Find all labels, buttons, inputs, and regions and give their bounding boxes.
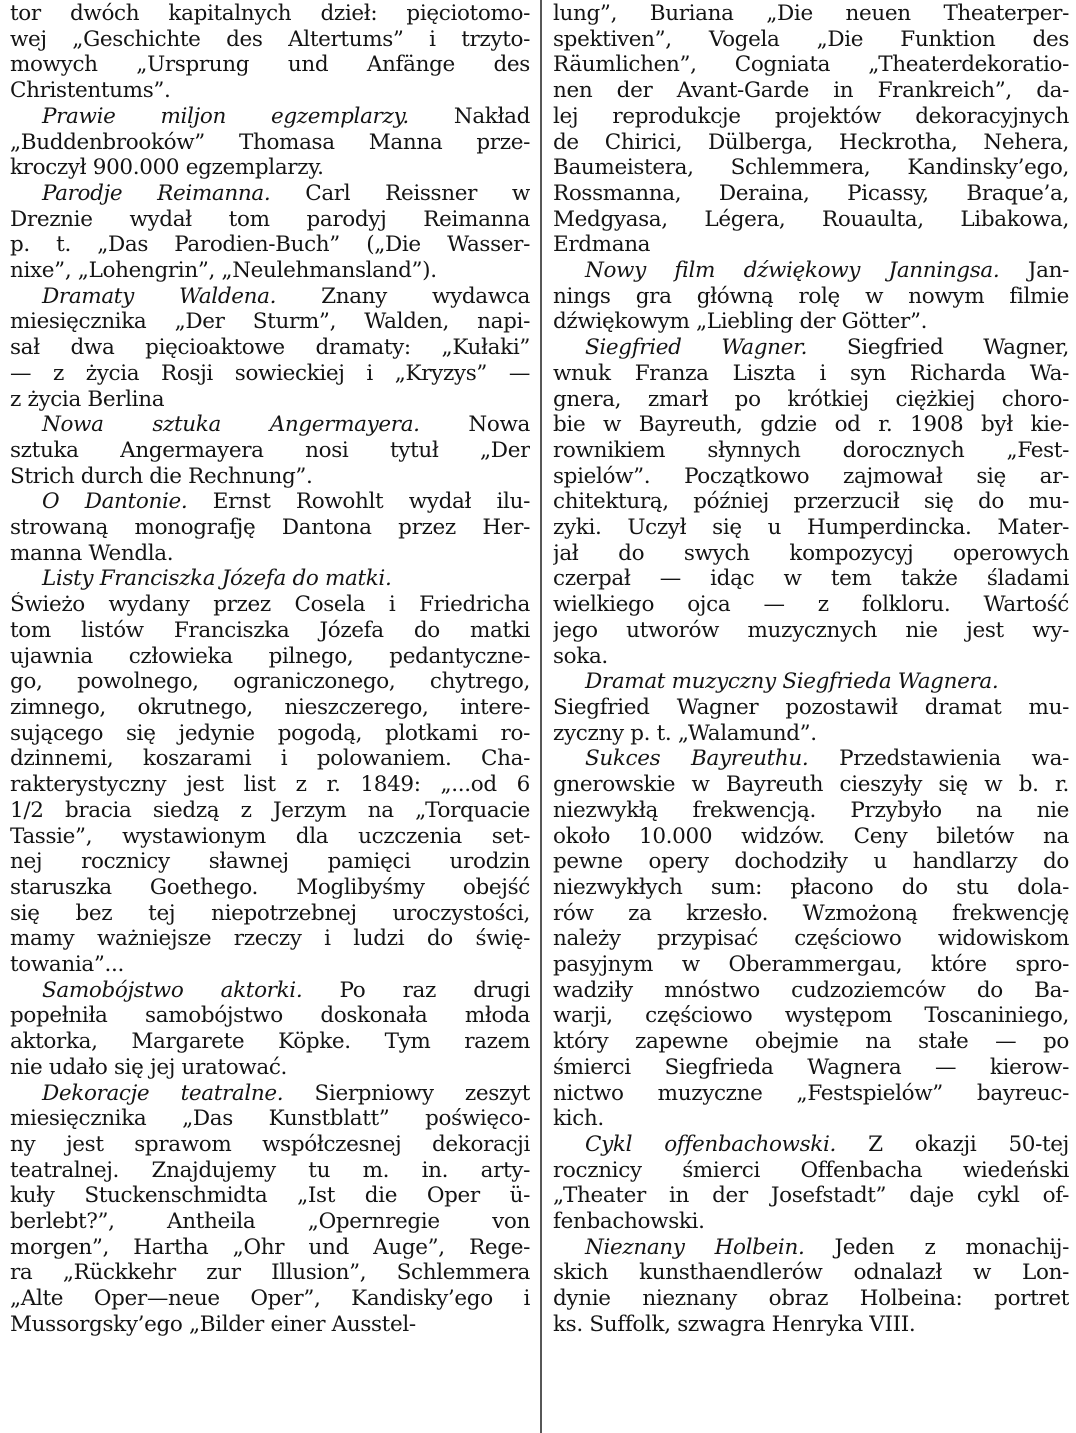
- line-text: Przedstawienia wa-: [808, 746, 1069, 772]
- text-line: [10, 27, 530, 53]
- line-text: Jeden z monachij-: [804, 1234, 1069, 1260]
- text-line: [553, 130, 1069, 156]
- text-line: [553, 772, 1069, 798]
- line-text: ny jest sprawom współczesnej dekoracji: [10, 1131, 530, 1157]
- article-heading: Listy Franciszka Józefa do matki.: [42, 566, 392, 592]
- line-text: sującego się jedynie pogodą, plotkami ro-: [10, 720, 530, 746]
- line-text: nej rocznicy sławnej pamięci urodzin: [10, 849, 530, 875]
- text-line: [10, 181, 530, 207]
- text-line: [553, 1003, 1069, 1029]
- line-text: Nowa: [419, 412, 530, 438]
- text-line: [553, 926, 1069, 952]
- text-line: [10, 952, 530, 978]
- text-line: [553, 181, 1069, 207]
- text-line: [10, 1106, 530, 1132]
- text-line: [10, 1003, 530, 1029]
- text-line: [553, 952, 1069, 978]
- line-text: nictwo muzyczne „Festspielów” bayreuc-: [553, 1080, 1069, 1106]
- line-text: lung”, Buriana „Die neuen Theaterper-: [553, 1, 1069, 26]
- line-text: „Alte Oper—neue Oper”, Kandisky’ego i: [10, 1286, 530, 1312]
- line-text: sztuka Angermayera nosi tytuł „Der: [10, 437, 530, 463]
- text-line: [10, 258, 530, 284]
- text-line: [10, 618, 530, 644]
- text-line: [10, 721, 530, 747]
- text-line: [10, 1158, 530, 1184]
- text-line: [10, 1235, 530, 1261]
- article-heading: Nowy film dźwiękowy Janningsa.: [585, 258, 1000, 284]
- line-text: ujawnia człowieka pilnego, pedantyczne-: [10, 643, 530, 669]
- text-line: [553, 1, 1069, 27]
- article-heading: Dramat muzyczny Siegfrieda Wagnera.: [585, 669, 999, 695]
- line-text: spielów”. Początkowo zajmował się ar-: [553, 463, 1069, 489]
- text-line: [553, 1132, 1069, 1158]
- line-text: kich.: [553, 1106, 604, 1132]
- text-line: [553, 1312, 1069, 1338]
- line-text: wielkiego ojca — z folkloru. Wartość: [553, 592, 1069, 618]
- text-line: [553, 721, 1069, 747]
- right-column: [553, 0, 1069, 1338]
- line-text: bie w Bayreuth, gdzie od r. 1908 był kie-: [553, 412, 1069, 438]
- text-line: [553, 232, 1069, 258]
- line-text: z życia Berlina: [10, 386, 165, 412]
- text-line: [10, 1209, 530, 1235]
- line-text: nings gra główną rolę w nowym filmie: [553, 283, 1069, 309]
- text-line: [553, 746, 1069, 772]
- text-line: [10, 849, 530, 875]
- text-line: [553, 695, 1069, 721]
- text-line: [553, 592, 1069, 618]
- left-column: [10, 0, 530, 1338]
- text-line: [553, 1209, 1069, 1235]
- text-line: [553, 541, 1069, 567]
- line-text: niezwykłą frekwencją. Przybyło na nie: [553, 797, 1069, 823]
- line-text: popełniła samobójstwo doskonała młoda: [10, 1003, 530, 1029]
- line-text: Nakład: [408, 103, 530, 129]
- line-text: zyczny p. t. „Walamund”.: [553, 720, 817, 746]
- text-line: [553, 849, 1069, 875]
- text-line: [10, 875, 530, 901]
- line-text: miesięcznika „Der Sturm”, Walden, napi-: [10, 309, 530, 335]
- line-text: Siegfried Wagner pozostawił dramat mu-: [553, 694, 1069, 720]
- line-text: który zapewne obejmie na stałe — po: [553, 1029, 1069, 1055]
- line-text: Świeżo wydany przez Cosela i Friedricha: [10, 592, 530, 618]
- line-text: Carl Reissner w: [270, 180, 530, 206]
- line-text: tor dwóch kapitalnych dzieł: pięciotomo-: [10, 1, 530, 26]
- article-heading: Nieznany Holbein.: [585, 1234, 805, 1260]
- text-line: [10, 464, 530, 490]
- line-text: Räumlichen”, Cogniata „Theaterdekoratio-: [553, 52, 1069, 78]
- line-text: tom listów Franciszka Józefa do matki: [10, 617, 530, 643]
- text-line: [553, 875, 1069, 901]
- line-text: rocznicy śmierci Offenbacha wiedeński: [553, 1157, 1069, 1183]
- line-text: ks. Suffolk, szwagra Henryka VIII.: [553, 1311, 916, 1337]
- text-line: [10, 1260, 530, 1286]
- text-line: [10, 695, 530, 721]
- text-line: [10, 1029, 530, 1055]
- line-text: teatralnej. Znajdujemy tu m. in. arty-: [10, 1157, 530, 1183]
- article-heading: Dekoracje teatralne.: [42, 1080, 284, 1106]
- line-text: staruszka Goethego. Moglibyśmy obejść: [10, 874, 530, 900]
- article-heading: Cykl offenbachowski.: [585, 1131, 836, 1157]
- line-text: Baumeistera, Schlemmera, Kandinsky’ego,: [553, 155, 1069, 181]
- line-text: chitekturą, później przerzucił się do mu-: [553, 489, 1069, 515]
- line-text: gnera, zmarł po krótkiej ciężkiej choro-: [553, 386, 1069, 412]
- line-text: nixe”, „Lohengrin”, „Neulehmansland”).: [10, 258, 437, 284]
- article-heading: Parodje Reimanna.: [42, 180, 271, 206]
- text-line: [553, 412, 1069, 438]
- line-text: — z życia Rosji sowieckiej i „Kryzys” —: [10, 360, 530, 386]
- line-text: p. t. „Das Parodien-Buch” („Die Wasser-: [10, 232, 530, 258]
- text-line: [553, 78, 1069, 104]
- text-line: [10, 669, 530, 695]
- line-text: 1/2 bracia siedzą z Jerzym na „Torquacie: [10, 797, 530, 823]
- line-text: niezwykłych sum: płacono do stu dola-: [553, 874, 1069, 900]
- text-line: [10, 207, 530, 233]
- line-text: Christentums”.: [10, 78, 171, 104]
- line-text: Dreznie wydał tom parodyj Reimanna: [10, 206, 530, 232]
- text-line: [10, 1081, 530, 1107]
- line-text: Ernst Rowohlt wydał ilu-: [187, 489, 530, 515]
- line-text: miesięcznika „Das Kunstblatt” poświęco-: [10, 1106, 530, 1132]
- line-text: kuły Stuckenschmidta „Ist die Oper ü-: [10, 1183, 530, 1209]
- text-line: [553, 798, 1069, 824]
- text-line: [553, 309, 1069, 335]
- line-text: Z okazji 50-tej: [835, 1131, 1069, 1157]
- text-line: [10, 232, 530, 258]
- text-line: [10, 284, 530, 310]
- text-line: [553, 258, 1069, 284]
- column-divider: [540, 0, 542, 1433]
- text-line: [10, 978, 530, 1004]
- text-line: [553, 464, 1069, 490]
- article-heading: Prawie miljon egzemplarzy.: [42, 103, 409, 129]
- line-text: jego utworów muzycznych nie jest wy-: [553, 617, 1069, 643]
- line-text: Tassie”, wystawionym dla uczczenia set-: [10, 823, 530, 849]
- line-text: ra „Rückkehr zur Illusion”, Schlemmera: [10, 1260, 530, 1286]
- line-text: czerpał — idąc w tem także śladami: [553, 566, 1069, 592]
- line-text: Erdmana: [553, 232, 651, 258]
- line-text: dźwiękowym „Liebling der Götter”.: [553, 309, 928, 335]
- line-text: fenbachowski.: [553, 1209, 705, 1235]
- line-text: „Theater in der Josefstadt” daje cykl of-: [553, 1183, 1069, 1209]
- article-heading: O Dantonie.: [42, 489, 188, 515]
- text-line: [553, 901, 1069, 927]
- text-line: [10, 104, 530, 130]
- line-text: pasyjnym w Oberammergau, które spro-: [553, 952, 1069, 978]
- article-heading: Dramaty Waldena.: [42, 283, 277, 309]
- line-text: jał do swych kompozycyj operowych: [553, 540, 1069, 566]
- text-line: [10, 746, 530, 772]
- text-line: [553, 515, 1069, 541]
- text-line: [10, 515, 530, 541]
- text-line: [10, 926, 530, 952]
- text-line: [553, 1106, 1069, 1132]
- line-text: spektiven”, Vogela „Die Funktion des: [553, 26, 1069, 52]
- text-line: [553, 104, 1069, 130]
- text-line: [10, 1, 530, 27]
- text-line: [553, 669, 1069, 695]
- text-line: [10, 335, 530, 361]
- text-line: [553, 1183, 1069, 1209]
- line-text: „Buddenbrooków” Thomasa Manna prze-: [10, 129, 530, 155]
- text-line: [553, 824, 1069, 850]
- text-line: [553, 207, 1069, 233]
- line-text: Jan-: [999, 258, 1069, 284]
- text-line: [553, 1081, 1069, 1107]
- line-text: około 10.000 widzów. Ceny biletów na: [553, 823, 1069, 849]
- line-text: się bez tej niepotrzebnej uroczystości,: [10, 900, 530, 926]
- article-heading: Nowa sztuka Angermayera.: [42, 412, 420, 438]
- line-text: należy przypisać częściowo widowiskom: [553, 926, 1069, 952]
- text-line: [10, 1312, 530, 1338]
- text-line: [553, 644, 1069, 670]
- line-text: pewne opery dochodziły u handlarzy do: [553, 849, 1069, 875]
- line-text: rów za krzesło. Wzmożoną frekwencję: [553, 900, 1069, 926]
- line-text: manna Wendla.: [10, 540, 174, 566]
- text-line: [10, 412, 530, 438]
- text-line: [10, 489, 530, 515]
- text-line: [553, 27, 1069, 53]
- line-text: mowych „Ursprung und Anfänge des: [10, 52, 530, 78]
- text-line: [10, 1183, 530, 1209]
- article-heading: Siegfried Wagner.: [585, 335, 808, 361]
- line-text: warji, częściowo występom Toscaniniego,: [553, 1003, 1069, 1029]
- line-text: śmierci Siegfrieda Wagnera — kierow-: [553, 1054, 1069, 1080]
- text-line: [553, 438, 1069, 464]
- text-line: [553, 284, 1069, 310]
- text-line: [10, 438, 530, 464]
- line-text: zyki. Uczył się u Humperdincka. Mater-: [553, 515, 1069, 541]
- text-line: [10, 798, 530, 824]
- line-text: Znany wydawca: [276, 283, 530, 309]
- text-line: [553, 1235, 1069, 1261]
- line-text: de Chirici, Dülberga, Heckrotha, Nehera,: [553, 129, 1069, 155]
- text-line: [10, 541, 530, 567]
- line-text: Po raz drugi: [302, 977, 530, 1003]
- line-text: wadziły mnóstwo cudzoziemców do Ba-: [553, 977, 1069, 1003]
- text-line: [553, 361, 1069, 387]
- line-text: Mussorgsky’ego „Bilder einer Ausstel-: [10, 1311, 416, 1337]
- text-line: [10, 387, 530, 413]
- line-text: Medgyasa, Légera, Rouaulta, Libakowa,: [553, 206, 1069, 232]
- text-line: [10, 1132, 530, 1158]
- text-line: [553, 1260, 1069, 1286]
- line-text: Siegfried Wagner,: [807, 335, 1069, 361]
- text-line: [553, 335, 1069, 361]
- text-line: [553, 489, 1069, 515]
- line-text: nen der Avant-Garde in Frankreich”, da-: [553, 78, 1069, 104]
- text-line: [10, 130, 530, 156]
- text-line: [10, 1286, 530, 1312]
- article-heading: Sukces Bayreuthu.: [585, 746, 809, 772]
- text-line: [10, 901, 530, 927]
- text-line: [553, 1286, 1069, 1312]
- article-heading: Samobójstwo aktorki.: [42, 977, 303, 1003]
- text-line: [10, 566, 530, 592]
- text-line: [10, 824, 530, 850]
- line-text: kroczył 900.000 egzemplarzy.: [10, 155, 324, 181]
- text-line: [10, 309, 530, 335]
- line-text: rownikiem słynnych dorocznych „Fest-: [553, 437, 1069, 463]
- line-text: mamy ważniejsze rzeczy i ludzi do świę-: [10, 926, 530, 952]
- text-line: [553, 155, 1069, 181]
- line-text: lej reprodukcje projektów dekoracyjnych: [553, 103, 1069, 129]
- line-text: dzinnemi, koszarami i polowaniem. Cha-: [10, 746, 530, 772]
- text-line: [10, 52, 530, 78]
- line-text: morgen”, Hartha „Ohr und Auge”, Rege-: [10, 1234, 530, 1260]
- line-text: zimnego, okrutnego, nieszczerego, intere-: [10, 694, 530, 720]
- text-line: [553, 566, 1069, 592]
- text-line: [10, 592, 530, 618]
- line-text: gnerowskie w Bayreuth cieszyły się w b. r.: [553, 772, 1069, 798]
- line-text: berlebt?”, Antheila „Opernregie von: [10, 1209, 530, 1235]
- text-line: [553, 1029, 1069, 1055]
- text-line: [10, 1055, 530, 1081]
- text-line: [553, 387, 1069, 413]
- line-text: strowaną monografję Dantona przez Her-: [10, 515, 530, 541]
- line-text: wnuk Franza Liszta i syn Richarda Wa-: [553, 360, 1069, 386]
- line-text: nie udało się jej uratować.: [10, 1054, 287, 1080]
- line-text: dynie nieznany obraz Holbeina: portret: [553, 1286, 1069, 1312]
- text-line: [10, 361, 530, 387]
- text-line: [10, 155, 530, 181]
- text-line: [553, 52, 1069, 78]
- line-text: wej „Geschichte des Altertums” i trzyto-: [10, 26, 530, 52]
- line-text: go, powolnego, ograniczonego, chytrego,: [10, 669, 530, 695]
- line-text: Strich durch die Rechnung”.: [10, 463, 313, 489]
- line-text: aktorka, Margarete Köpke. Tym razem: [10, 1029, 530, 1055]
- text-line: [553, 1158, 1069, 1184]
- line-text: rakterystyczny jest list z r. 1849: „...od 6: [10, 772, 530, 798]
- text-line: [553, 978, 1069, 1004]
- line-text: towania”...: [10, 952, 124, 978]
- line-text: skich kunsthaendlerów odnalazł w Lon-: [553, 1260, 1069, 1286]
- line-text: soka.: [553, 643, 608, 669]
- text-line: [553, 618, 1069, 644]
- text-line: [10, 772, 530, 798]
- text-line: [10, 644, 530, 670]
- line-text: Rossmanna, Deraina, Picassy, Braque’a,: [553, 180, 1069, 206]
- line-text: Sierpniowy zeszyt: [283, 1080, 530, 1106]
- text-line: [10, 78, 530, 104]
- line-text: sał dwa pięcioaktowe dramaty: „Kułaki”: [10, 335, 530, 361]
- text-line: [553, 1055, 1069, 1081]
